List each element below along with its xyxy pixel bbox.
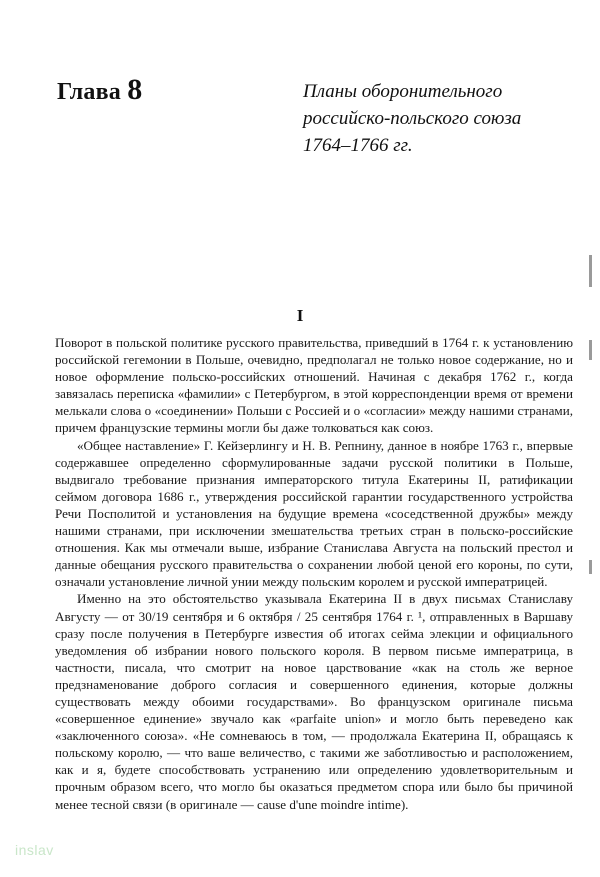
paragraph: Поворот в польской политике русского правительства, приведший в 1764 г. к установлению российской гегемонии в Польше, очевидно, предполагал не только новое содержание, но и новое оформление польско-российских отношений. Начиная с декабря 1762 г., когда завязалась переписка «фамилии» с Петербургом, в этой корреспонденции время от времени мелькали слова о «соединении» Польши с Россией и о «согласии» между нашими странами, причем французские термины могли бы даже толковаться как союз. [55,335,573,436]
paragraph: «Общее наставление» Г. Кейзерлингу и Н. В. Репнину, данное в ноябре 1763 г., впервые содержавшее определенно сформулированные задачи русской политики в Польше, выдвигало требование признания императорского титула Екатерины II, ратификации сеймом договора 1686 г., утверждения российской гарантии государственного устройства Речи Посполитой и установления на будущие времена «соседственной дружбы» между нашими странами, при исключении змешательства третьих стран в польско-российские отношения. Как мы отмечали выше, избрание Станислава Августа на польский престол и данные обещания русского правительства о сохранении любой ценой его короны, по сути, означали установление личной унии между польским королем и русской императрицей. [55,437,573,590]
chapter-title-line: 1764–1766 гг. [303,135,413,156]
chapter-number: 8 [127,73,143,106]
paragraph: Именно на это обстоятельство указывала Екатерина II в двух письмах Станиславу Августу — от 30/19 сентября и 6 октября / 25 сентября 1764 г. ¹, отправленных в Варшаву сразу после получения в Петербурге известия об итогах сейма элекции и официального уведомления об избрании нового польского короля. В первом письме императрица, в частности, писала, что смотрит на новое царствование «как на столь же верное предзнаменование доброго согласия и совершенного единения, которые должны существовать между обоими государствами». Во французском оригинале письма «совершенное единение» звучало как «parfaite union» и могло быть переведено как «заключенного союза». «Не сомневаюсь в том, — продолжала Екатерина II, обращаясь к польскому королю, — что ваше величество, с такими же заботливостью и расположением, как и я, будете способствовать устранению или определению удовлетворительным и прочным образом всего, что могло бы оказаться предметом спора или было бы причиной менее тесной связи (в оригинале — cause d'une moindre intime). [55,591,573,812]
scan-edge-mark [589,340,592,360]
chapter-word: Глава [57,79,121,105]
scan-edge-mark [589,255,592,287]
chapter-label [57,73,142,107]
watermark: inslav [15,842,54,858]
chapter-title [303,78,588,159]
section-numeral: I [296,306,304,325]
body-text [55,334,573,813]
chapter-title-line: Планы оборонительного [303,81,503,102]
chapter-title-line: российско-польского союза [303,108,522,129]
scan-edge-mark [589,560,592,574]
